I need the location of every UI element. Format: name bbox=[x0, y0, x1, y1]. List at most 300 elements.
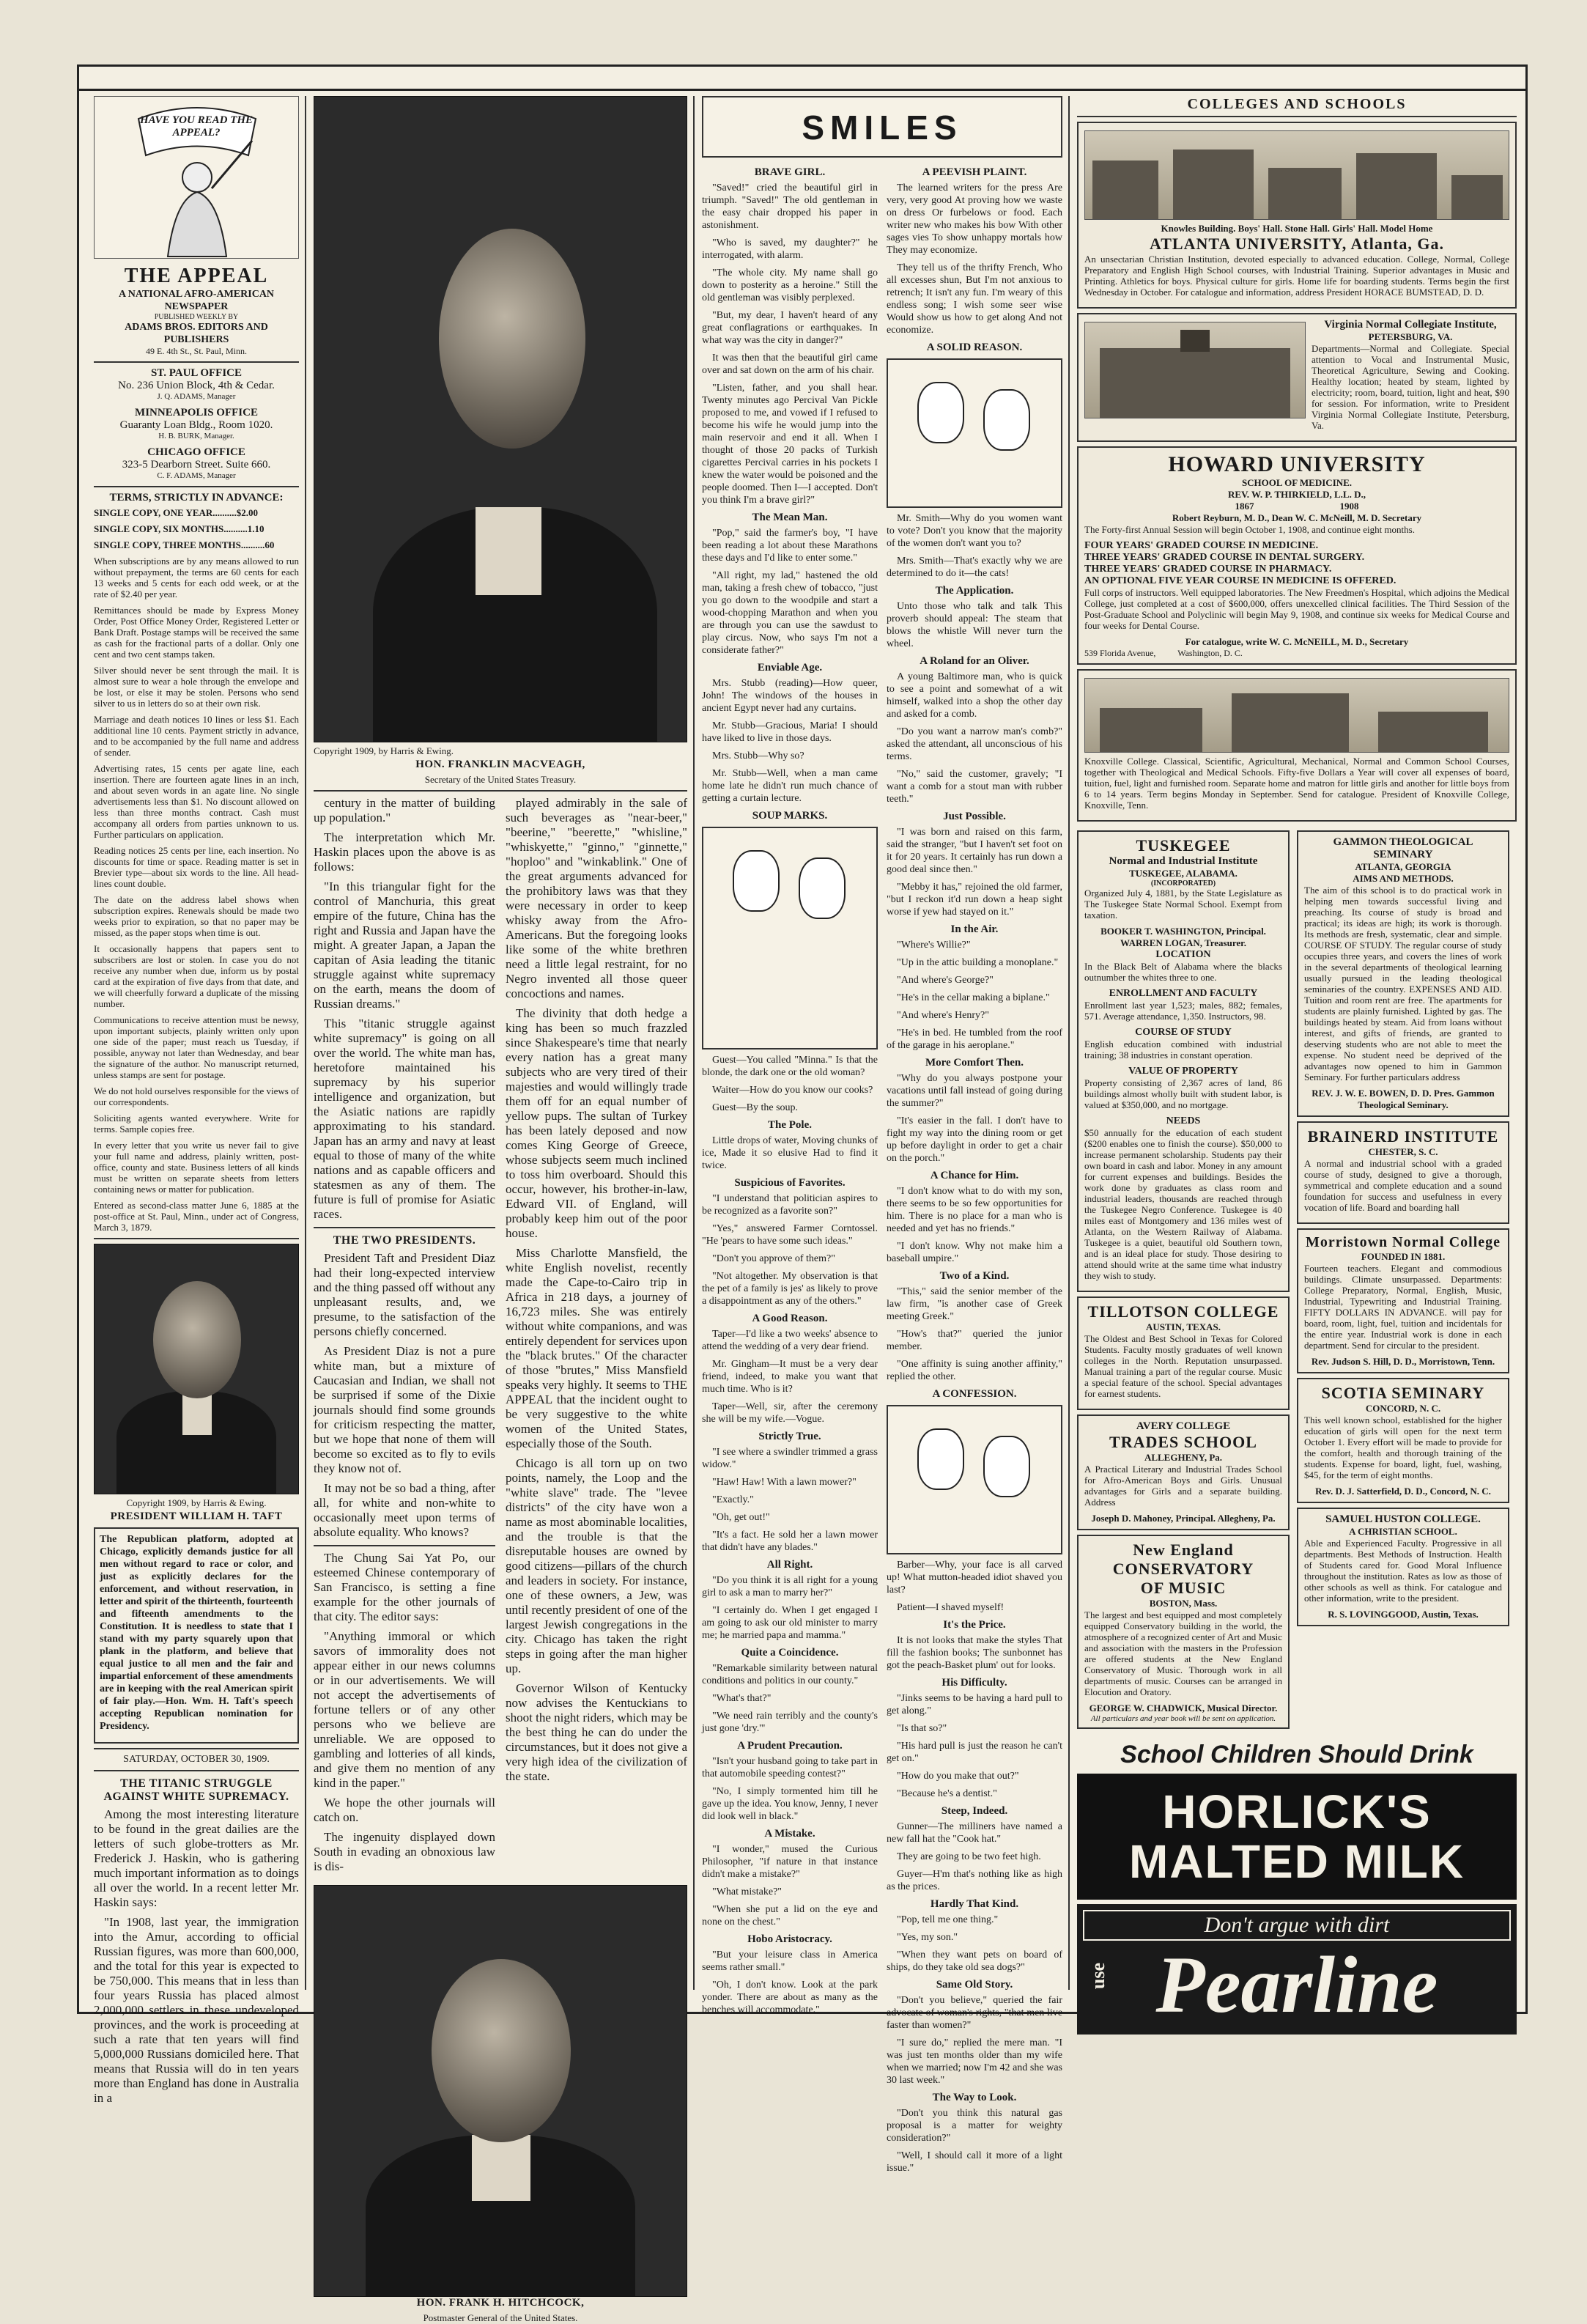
smile-heading: The Mean Man. bbox=[752, 512, 828, 523]
editorial-paragraph: We hope the other journals will catch on. bbox=[314, 1796, 495, 1824]
smile-text: "Well, I should call it more of a light issue." bbox=[887, 2150, 1062, 2174]
ad-course: AN OPTIONAL FIVE YEAR COURSE IN MEDICINE IS OFFERED. bbox=[1084, 575, 1397, 586]
macveagh-portrait bbox=[314, 96, 687, 742]
ad-text: The largest and best equipped and most completely equipped Conservatory building in the world, the atmosphere of a recognized center of Art and Music and association with the masters in the Profession are offered students at the New England Conservatory of Music. Thorough work in all departments of music. Courses can be arranged in Elocution and Oratory. bbox=[1084, 1609, 1283, 1697]
ad-place: BOSTON, Mass. bbox=[1149, 1598, 1218, 1609]
smile-heading: Enviable Age. bbox=[757, 662, 823, 674]
terms-paragraph: Silver should never be sent through the mail. It is almost sure to wear a hole through the envelope and be lost, or else it may be stolen. Persons who send silver to us in letters do so at their own risk. bbox=[94, 665, 299, 709]
divider bbox=[314, 1545, 495, 1546]
smile-heading: The Pole. bbox=[768, 1119, 812, 1131]
tuskegee-section-heading: COURSE OF STUDY bbox=[1135, 1027, 1232, 1038]
tuskegee-section-heading: ENROLLMENT AND FACULTY bbox=[1109, 988, 1258, 999]
smile-text: "When they want pets on board of ships, do they take old sea dogs?" bbox=[887, 1949, 1062, 1973]
ad-text: An unsectarian Christian Institution, devoted especially to advanced education. College, Normal, College Preparatory and English High School courses, with Industrial Training. Superior advantages in Music and Printing. Athletics for boys. Physical culture for girls. Home life for boarding students. Terms begin the first Wednesday in October. For catalogue and information, address President HORACE BUMSTEAD, D. D. bbox=[1084, 254, 1509, 298]
smile-heading: A SOLID REASON. bbox=[926, 342, 1023, 353]
ad-years: 1867 1908 bbox=[1235, 501, 1359, 512]
smile-heading: A Chance for Him. bbox=[930, 1170, 1019, 1181]
ad-text: A Practical Literary and Industrial Trades School for Afro-American Boys and Girls. Unusual advantages for Girls and a separate building. Address bbox=[1084, 1464, 1282, 1508]
ad-howard-university bbox=[1077, 446, 1517, 665]
ad-text: A normal and industrial school with a graded course of study, designed to give a thorough, symmetrical and complete education and a sound foundation for success and usefulness in every vocation of life. Board and boarding hall bbox=[1304, 1158, 1502, 1213]
smile-text: "Saved!" cried the beautiful girl in triumph. "Saved!" The old gentleman in the easy chair dropped his paper in astonishment. bbox=[702, 182, 878, 231]
tuskegee-section-text: In the Black Belt of Alabama where the blacks outnumber the whites three to one. bbox=[1084, 961, 1282, 983]
ad-title: SCOTIA SEMINARY bbox=[1321, 1384, 1485, 1402]
offices bbox=[94, 367, 299, 480]
smile-text: "Where's Willie?" bbox=[897, 940, 971, 951]
ad-footer: All particulars and year book will be sent on application. bbox=[1090, 1714, 1276, 1723]
editorial-paragraph: Miss Charlotte Mansfield, the white English novelist, recently made the Cape-to-Cairo trip in Africa in 218 days, a journey of 16,723 miles. She was entirely without white companions, and was entirely dependent for services upon the "black brutes." Of the character of those "brutes," Miss Mansfield speaks very highly. It seems to THE APPEAL that the incident ought to be very suggestive to the white women of the United States, especially those of the South. bbox=[506, 1246, 687, 1450]
smile-text: "But, my dear, I haven't heard of any great conflagrations or earthquakes. In what way was the city in danger?" bbox=[702, 310, 878, 346]
office-block bbox=[94, 367, 299, 401]
tuskegee-sections bbox=[1084, 949, 1282, 1281]
taft-portrait bbox=[94, 1244, 299, 1494]
newspaper-page bbox=[77, 64, 1528, 2323]
office-manager: J. Q. ADAMS, Manager bbox=[157, 392, 236, 401]
ad-horlicks bbox=[1077, 1774, 1517, 1900]
ad-brainerd-institute bbox=[1297, 1121, 1509, 1224]
smile-text: "Exactly." bbox=[712, 1494, 754, 1505]
article-heading: THE TWO PRESIDENTS. bbox=[333, 1234, 476, 1247]
smile-text: Guest—By the soup. bbox=[712, 1102, 799, 1113]
tuskegee-section-text: $50 annually for the education of each student ($200 enables one to finish the course). $50,000 to increase permanent scholarship. Students pay their own board in cash and labor. Money in any amount for current expenses and buildings. Besides the work done by graduates as class room and industrial leaders, thousands are reached through the Tuskegee Negro Conference. Tuskegee is 40 miles east of Montgomery and 136 miles west of Atlanta, on the Western Railway of Alabama. Tuskegee is a quiet, beautiful old Southern town, and is an ideal place for study. Those desiring to attend should write at the same time what industry they wish to study. bbox=[1084, 1127, 1282, 1281]
building-illustration bbox=[1084, 322, 1306, 418]
smile-text: "Is that so?" bbox=[897, 1723, 947, 1734]
horlicks-tagline: School Children Should Drink bbox=[1120, 1741, 1473, 1768]
smile-text: "When she put a lid on the eye and none on the chest." bbox=[702, 1904, 878, 1928]
ad-place: PETERSBURG, VA. bbox=[1368, 331, 1453, 342]
ad-title: Morristown Normal College bbox=[1305, 1234, 1501, 1250]
ad-place: ALLEGHENY, Pa. bbox=[1144, 1452, 1223, 1463]
smile-text: "He's in the cellar making a biplane." bbox=[897, 992, 1050, 1003]
smile-text: "I certainly do. When I get engaged I am going to ask our old minister to marry me; he married papa and mamma." bbox=[702, 1605, 878, 1641]
smile-text: "Haw! Haw! With a lawn mower?" bbox=[712, 1477, 857, 1488]
platform-quote bbox=[94, 1527, 299, 1744]
editorial-left-text bbox=[314, 796, 495, 1222]
smile-text: Guyer—H'm that's nothing like as high as the prices. bbox=[887, 1869, 1062, 1892]
ad-title: ATLANTA UNIVERSITY, Atlanta, Ga. bbox=[1149, 235, 1444, 253]
smile-text: It was then that the beautiful girl came over and sat down on the arm of his chair. bbox=[702, 353, 878, 376]
terms-paragraph: Soliciting agents wanted everywhere. Write for terms. Sample copies free. bbox=[94, 1113, 299, 1135]
campus-illustration bbox=[1084, 130, 1509, 220]
top-rule bbox=[79, 89, 1525, 91]
terms-paragraph: Remittances should be made by Express Money Order, Post Office Money Order, Registered Letter or Bank Draft. Postage stamps will be received the same as cash for the fractional parts of a dollar. Only one cent and two cent stamps taken. bbox=[94, 605, 299, 660]
smiles-left bbox=[702, 162, 878, 2180]
smile-heading: SOUP MARKS. bbox=[752, 810, 828, 822]
ad-sign: REV. J. W. E. BOWEN, D. D. Pres. Gammon Theological Seminary. bbox=[1312, 1088, 1495, 1110]
pearline-brand: Pearline bbox=[1155, 1940, 1438, 2029]
smile-text: "I sure do," replied the mere man. "I was just ten months older than my wife when we married; now I'm 42 and she was 30 last week." bbox=[887, 2037, 1062, 2086]
smile-text: "Listen, father, and you shall hear. Twenty minutes ago Percival Van Pickle proposed to me, and vowed if I refused to become his wife he would jump into the main reservoir and end it all. When I thought of those 20 packs of Turkish cigarettes Percival carries in his pockets I knew the water would be poisoned and the people doomed. Then I—I accepted. Don't you think I'm a brave girl?" bbox=[702, 383, 878, 506]
terms-line: SINGLE COPY, SIX MONTHS..........1.10 bbox=[94, 523, 264, 534]
smile-text: Mrs. Smith—That's exactly why we are determined to do it—the cats! bbox=[887, 556, 1062, 579]
office-manager: C. F. ADAMS, Manager bbox=[157, 471, 236, 480]
smile-text: "What mistake?" bbox=[712, 1886, 783, 1897]
ad-title: TILLOTSON COLLEGE bbox=[1087, 1302, 1279, 1321]
smile-text: They are going to be two feet high. bbox=[897, 1851, 1041, 1862]
smile-text: "Isn't your husband going to take part in that automobile speeding contest?" bbox=[702, 1756, 878, 1779]
smile-heading: A PEEVISH PLAINT. bbox=[922, 166, 1027, 178]
ad-sub: SCHOOL OF MEDICINE. bbox=[1241, 477, 1353, 488]
hitchcock-portrait bbox=[314, 1885, 687, 2297]
ad-course: THREE YEARS' GRADED COURSE IN DENTAL SURGERY. bbox=[1084, 552, 1365, 563]
ad-title: CONSERVATORY bbox=[1112, 1560, 1254, 1578]
smile-text: "Yes," answered Farmer Corntossel. "He 'pears to have some such ideas." bbox=[702, 1223, 878, 1247]
smile-text: "Yes, my son." bbox=[897, 1932, 958, 1943]
photo-caption: HON. FRANK H. HITCHCOCK, bbox=[416, 2297, 585, 2309]
terms-body bbox=[94, 556, 299, 1233]
office-address: 323-5 Dearborn Street. Suite 660. bbox=[122, 459, 271, 471]
divider bbox=[94, 486, 299, 487]
smiles-right bbox=[887, 162, 1062, 2180]
smile-text: "I understand that politician aspires to be recognized as a favorite son?" bbox=[702, 1193, 878, 1217]
editorial-paragraph: Chicago is all torn up on two points, namely, the Loop and the "white slave" trade. The "levee districts" of the city have won a name as most abominable localities, and the trouble is that the disreputable houses are owned by good citizens—pillars of the church and leaders in society. For instance, one of these owners, a Jew, was until recently president of one of the largest Jewish congregations in the city. Chicago has taken the right steps in going after the man higher up. bbox=[506, 1456, 687, 1675]
ad-address: 539 Florida Avenue, Washington, D. C. bbox=[1084, 648, 1243, 658]
ad-morristown-college bbox=[1297, 1228, 1509, 1373]
two-presidents-text bbox=[314, 1251, 495, 1540]
ad-place: CONCORD, N. C. bbox=[1365, 1403, 1441, 1414]
terms-line: SINGLE COPY, ONE YEAR..........$2.00 bbox=[94, 507, 259, 518]
ad-footer: For catalogue, write W. C. McNEILL, M. D., Secretary bbox=[1185, 636, 1409, 647]
ad-tillotson bbox=[1077, 1296, 1290, 1410]
logo-text: HAVE YOU READ THE APPEAL? bbox=[139, 114, 254, 139]
smile-text: "No, I simply tormented him till he gave up the idea. You know, Jenny, I never did look well in black." bbox=[702, 1786, 878, 1822]
tuskegee-section-text: Property consisting of 2,367 acres of land, 86 buildings almost wholly built with student labor, is valued at $350,000, and no mortgage. bbox=[1084, 1077, 1282, 1110]
cartoon-illustration bbox=[887, 358, 1062, 508]
terms-heading: TERMS, STRICTLY IN ADVANCE: bbox=[109, 492, 284, 503]
smile-text: Mr. Gingham—It must be a very dear friend, indeed, to make you want that much time. Who is it? bbox=[702, 1359, 878, 1395]
ad-place: TUSKEGEE, ALABAMA. bbox=[1129, 868, 1238, 879]
smile-text: "It's a fact. He sold her a lawn mower that didn't have any blades." bbox=[702, 1530, 878, 1553]
photo-credit: Copyright 1909, by Harris & Ewing. bbox=[126, 1497, 267, 1508]
smile-text: "Don't you approve of them?" bbox=[712, 1253, 835, 1264]
smile-text: The learned writers for the press Are very, very good At proving how we waste on dress Or furbelows or food. Each writer new who makes his bow With other sages vies To show unhappy mortals how They may economize. bbox=[887, 182, 1062, 256]
smile-text: "I see where a swindler trimmed a grass widow." bbox=[702, 1447, 878, 1470]
ad-sub: A CHRISTIAN SCHOOL. bbox=[1349, 1526, 1457, 1537]
colleges-banner: COLLEGES AND SCHOOLS bbox=[1077, 96, 1517, 117]
smile-text: Mrs. Stubb—Why so? bbox=[712, 750, 804, 761]
column-4 bbox=[1077, 96, 1517, 2029]
smile-text: "How's that?" queried the junior member. bbox=[887, 1329, 1062, 1352]
office-block bbox=[94, 407, 299, 440]
divider bbox=[314, 790, 687, 792]
tuskegee-section-text: English education combined with industrial training; 38 industries in constant operation. bbox=[1084, 1039, 1282, 1060]
issue-date: SATURDAY, OCTOBER 30, 1909. bbox=[123, 1754, 270, 1765]
publisher-address: 49 E. 4th St., St. Paul, Minn. bbox=[145, 346, 248, 356]
ad-title: AVERY COLLEGE bbox=[1136, 1420, 1231, 1432]
smiles-columns bbox=[702, 162, 1062, 2180]
ad-course: THREE YEARS' GRADED COURSE IN PHARMACY. bbox=[1084, 564, 1332, 575]
ad-title: OF MUSIC bbox=[1140, 1579, 1227, 1597]
editorial-paragraph: The divinity that doth hedge a king has been so much frazzled since Shakespeare's time that nearly every nation has a great many subjects who are very tired of their majesties and would willingly trade them off for an equal number of yellow pups. The sultan of Turkey has been lately deposed and now comes King George of Greece, whose subjects seem much inclined to toss him overboard. Should this occur, however, his brother-in-law, Edward VII. of England, will probably keep him out of the poor house. bbox=[506, 1006, 687, 1240]
smile-text: Gunner—The milliners have named a new fall hat the "Cook hat." bbox=[887, 1821, 1062, 1845]
smile-heading: Just Possible. bbox=[943, 811, 1006, 822]
masthead bbox=[94, 265, 299, 357]
ad-text: Departments—Normal and Collegiate. Special attention to Vocal and Instrumental Music, Theoretical Agriculture, Sewing and Cooking. Healthy location; heated by steam, lighted by electricity; room, board, tuition, light and heat, $90 for session. For information, write to President Virginia Normal Collegiate Institute, Petersburg, Va. bbox=[1312, 343, 1509, 431]
ad-text: The aim of this school is to do practical work in helping men towards successful living and preaching. Its course of study is broad and practical; its ideas are high; its work is thorough. Its methods are fresh, systematic, clear and simple. COURSE OF STUDY. The regular course of study occupies three years, and covers the lines of work in the several departments of theological learning usually pursued in the leading theological seminaries of the country. EXPENSES AND AID. Tuition and room rent are free. The apartments for students are plainly furnished. Lighted by gas. The buildings heated by steam. Aid from loans without interest, and gifts of friends, are granted to deserving students who are not able to meet the expense. No student need be deprived of the advantages now opened to him in Gammon Seminary. For further particulars address bbox=[1304, 885, 1502, 1082]
smile-text: They tell us of the thrifty French, Who all excesses shun, But I'm not anxious to retrench; It isn't any fun. I'm weary of this endless song; I wish some seer wise Would show us how to get along And not economize. bbox=[887, 262, 1062, 336]
editorial-paragraph: Governor Wilson of Kentucky now advises the Kentuckians to shoot the night riders, which may be the best thing he can do under the circumstances, but it does not give a very high idea of the civilization of the state. bbox=[506, 1681, 687, 1783]
smile-heading: It's the Price. bbox=[943, 1619, 1006, 1631]
terms-line: SINGLE COPY, THREE MONTHS..........60 bbox=[94, 539, 275, 550]
terms-paragraph: Entered as second-class matter June 6, 1885 at the post-office at St. Paul, Minn., under act of Congress, March 3, 1879. bbox=[94, 1200, 299, 1233]
terms-paragraph: Advertising rates, 15 cents per agate line, each insertion. There are fourteen agate lines in an inch, and about seven words in an agate line. No single advertisements less than $1. No discount allowed on less than three months contract. Cash must accompany all orders from parties unknown to us. Further particulars on application. bbox=[94, 763, 299, 840]
smile-text: Waiter—How do you know our cooks? bbox=[712, 1085, 873, 1096]
article-paragraph: "In 1908, last year, the immigration into the Amur, according to official Russian figures, was more than 600,000, and the total for this year is expected to be 750,000. This means that in less than four years Russia has placed almost 2,000,000 settlers in these undeveloped provinces, and the work is proceeding at such a rate that ten years will find 5,000,000 Russians domiciled here. That means that Russia will do in ten years more than England has done in Australia in a bbox=[94, 1915, 299, 2105]
ad-sub: TRADES SCHOOL bbox=[1109, 1433, 1257, 1451]
editorial-paragraph: The Chung Sai Yat Po, our esteemed Chinese contemporary of San Francisco, is setting a fine example for the other journals of that city. The editor says: bbox=[314, 1551, 495, 1623]
ad-pearline bbox=[1077, 1904, 1517, 2035]
editorial-paragraph: It may not be so bad a thing, after all, for white and non-white to occasionally meet upon terms of absolute equality. Who knows? bbox=[314, 1481, 495, 1539]
smile-heading: His Difficulty. bbox=[942, 1677, 1007, 1689]
chung-sai-text bbox=[314, 1551, 495, 1874]
ad-title: BRAINERD INSTITUTE bbox=[1307, 1127, 1499, 1146]
smile-heading: Suspicious of Favorites. bbox=[734, 1177, 846, 1189]
smile-text: Mr. Stubb—Well, when a man came home late he didn't run much chance of getting a curtain lecture. bbox=[702, 768, 878, 804]
editorials bbox=[314, 796, 687, 1879]
smile-text: Taper—Well, sir, after the ceremony she will be my wife.—Vogue. bbox=[702, 1401, 878, 1425]
smile-heading: A Good Reason. bbox=[752, 1313, 828, 1324]
smile-heading: BRAVE GIRL. bbox=[754, 166, 826, 178]
paper-title: THE APPEAL bbox=[124, 265, 269, 287]
column-rule bbox=[693, 96, 695, 1990]
smile-text: "Because he's a dentist." bbox=[897, 1788, 997, 1799]
editorial-paragraph: As President Diaz is not a pure white man, but a mixture of Caucasian and Indian, we shall not be surprised if some of the Dixie journals should find some grounds for criticism respecting the matter, but we hope that none of them will become so excited as to fly to evils they know not of. bbox=[314, 1344, 495, 1475]
horlicks-product: MALTED MILK bbox=[1128, 1835, 1465, 1888]
column-3 bbox=[702, 96, 1062, 2174]
paper-subtitle: A NATIONAL AFRO-AMERICAN NEWSPAPER bbox=[118, 289, 275, 312]
pearline-tagline: Don't argue with dirt bbox=[1083, 1910, 1511, 1941]
smile-text: "Why do you always postpone your vacations until fall instead of going during the summer?" bbox=[887, 1073, 1062, 1109]
ad-text: Knoxville College. Classical, Scientific, Agricultural, Mechanical, Normal and Common School Courses, together with Theological and Medical Schools. Fifty-five Dollars a Year will cover all expenses of board, tuition, fuel, light and furnished room. Separate home and matron for little girls and another for little boys from 6 to 14 years. Term begins Monday in September. Send for catalogue. President of Knoxville College, Knoxville, Tenn. bbox=[1084, 756, 1509, 811]
smile-text: "Mebby it has," rejoined the old farmer, "but I reckon it'd run down a heap sight worse if yew had stayed on it." bbox=[887, 882, 1062, 918]
ad-course: FOUR YEARS' GRADED COURSE IN MEDICINE. bbox=[1084, 540, 1319, 551]
smile-text: "One affinity is suing another affinity," replied the other. bbox=[887, 1359, 1062, 1382]
smile-text: "Jinks seems to be having a hard pull to get along." bbox=[887, 1693, 1062, 1716]
ad-title: TUSKEGEE bbox=[1136, 836, 1231, 855]
ad-sign: GEORGE W. CHADWICK, Musical Director. bbox=[1089, 1703, 1278, 1714]
smile-heading: A Mistake. bbox=[764, 1828, 815, 1840]
ad-sign: Rev. D. J. Satterfield, D. D., Concord, N. C. bbox=[1315, 1486, 1491, 1497]
smiles-banner bbox=[702, 96, 1062, 158]
smile-text: "We need rain terribly and the county's just gone 'dry.'" bbox=[702, 1711, 878, 1734]
office-name: MINNEAPOLIS OFFICE bbox=[135, 407, 258, 418]
smile-text: "Up in the attic building a monoplane." bbox=[897, 957, 1059, 968]
smile-text: "He's in bed. He tumbled from the roof of the garage in his aeroplane." bbox=[887, 1028, 1062, 1051]
smile-text: "Do you want a narrow man's comb?" asked the attendant, all unconscious of his terms. bbox=[887, 726, 1062, 762]
ad-sign: Rev. Judson S. Hill, D. D., Morristown, Tenn. bbox=[1311, 1356, 1495, 1367]
ad-text: Full corps of instructors. Well equipped laboratories. The New Freedmen's Hospital, which adjoins the Medical College, just completed at a cost of $600,000, offers unexcelled clinical facilities. The Third Session of the Post-Graduate School and Polyclinic will begin May 9, 1908, and continue six weeks for Medical Course and four weeks for Dental Course. bbox=[1084, 587, 1509, 631]
smile-heading: The Way to Look. bbox=[932, 2092, 1017, 2103]
campus-labels: Knowles Building. Boys' Hall. Stone Hall. Girls' Hall. Model Home bbox=[1161, 223, 1433, 234]
terms-paragraph: Communications to receive attention must be newsy, upon important subjects, plainly written only upon one side of the paper; must reach us Tuesday, if possible, anyway not later than Wednesday, and bear the signature of the author. No manuscript returned, unless stamps are sent for postage. bbox=[94, 1014, 299, 1080]
ad-place: ATLANTA, GEORGIA bbox=[1355, 861, 1451, 872]
ad-text: The Oldest and Best School in Texas for Colored Students. Faculty mostly graduates of well known colleges in the North. Reputation unsurpassed. Manual training a part of the regular course. Music a special feature of the school. Special advantages for earnest students. bbox=[1084, 1333, 1282, 1399]
smile-text: "Don't you think this natural gas proposal is a matter for weighty consideration?" bbox=[887, 2108, 1062, 2144]
editorial-left bbox=[314, 796, 495, 1879]
office-address: Guaranty Loan Bldg., Room 1020. bbox=[119, 419, 273, 431]
divider bbox=[94, 361, 299, 363]
terms-paragraph: The date on the address label shows when subscription expires. Renewals should be made two weeks prior to expiration, so that no paper may be missed, as the paper stops when time is out. bbox=[94, 894, 299, 938]
terms-paragraph: We do not hold ourselves responsible for the views of our correspondents. bbox=[94, 1085, 299, 1107]
ad-text: Organized July 4, 1881, by the State Legislature as The Tuskegee State Normal School. Exempt from taxation. bbox=[1084, 888, 1282, 921]
ad-text: The Forty-first Annual Session will begin October 1, 1908, and continue eight months. bbox=[1084, 524, 1415, 535]
smile-heading: Same Old Story. bbox=[936, 1979, 1013, 1991]
editorial-paragraph: "Anything immoral or which savors of immorality does not appear either in our news columns or in our advertisements. We will not accept the advertisements of fortune tellers or of any other persons who we believe are unreliable. We are opposed to gambling and lotteries of all kinds, and give them no mention of any kind in the paper." bbox=[314, 1629, 495, 1790]
ad-title: SAMUEL HUSTON COLLEGE. bbox=[1325, 1513, 1481, 1525]
ad-text: Able and Experienced Faculty. Progressive in all departments. Best Methods of Instruction. Health of Students cared for. Good Moral Influence throughout the institution. Rates as low as those of other schools as well as think. For catalogue and other information, write to the president. bbox=[1304, 1538, 1502, 1604]
smile-heading: The Application. bbox=[935, 585, 1014, 597]
smile-text: "How do you make that out?" bbox=[897, 1771, 1019, 1782]
terms bbox=[94, 492, 299, 1233]
ad-sign: Joseph D. Mahoney, Principal. Allegheny, Pa. bbox=[1091, 1513, 1276, 1524]
divider bbox=[94, 1238, 299, 1239]
tuskegee-section-heading: VALUE OF PROPERTY bbox=[1128, 1066, 1238, 1077]
smile-text: "Who is saved, my daughter?" he interrogated, with alarm. bbox=[702, 237, 878, 261]
smile-text: "Not altogether. My observation is that the pet of a family is jes' as likely to prove a disappointment as any of the others." bbox=[702, 1271, 878, 1307]
ad-sub: Normal and Industrial Institute bbox=[1109, 855, 1258, 867]
smile-text: "And where's Henry?" bbox=[897, 1010, 989, 1021]
ad-sub: REV. W. P. THIRKIELD, L.L. D., bbox=[1228, 489, 1366, 500]
photo-credit: Copyright 1909, by Harris & Ewing. bbox=[314, 745, 454, 756]
smile-text: "I don't know. Why not make him a baseball umpire." bbox=[887, 1241, 1062, 1264]
smile-text: Mr. Smith—Why do you women want to vote? Don't you know that the majority of the women don't want you to? bbox=[887, 513, 1062, 549]
smile-text: "Oh, I don't know. Look at the park yonder. There are about as many as the benches will accommodate." bbox=[702, 1980, 878, 2015]
office-manager: H. B. BURK, Manager. bbox=[158, 432, 234, 440]
smile-text: "All right, my lad," hastened the old man, taking a fresh chew of tobacco, "just you go down to the woodpile and start a wood-chopping Marathon and when you are through you can use the sawdust to play circus. Now, who says I'm not a considerate father?" bbox=[702, 570, 878, 656]
smile-text: Unto those who talk and talk This proverb should appeal: The steam that blows the whistle Will never turn the wheel. bbox=[887, 601, 1062, 649]
smile-text: Little drops of water, Moving chunks of ice, Made it so elusive Had to find it twice. bbox=[702, 1135, 878, 1171]
ad-samuel-huston bbox=[1297, 1508, 1509, 1626]
column-rule bbox=[1068, 96, 1070, 1990]
ad-new-england-conservatory bbox=[1077, 1535, 1290, 1729]
tuskegee-section-heading: NEEDS bbox=[1166, 1115, 1201, 1126]
ad-sub: FOUNDED IN 1881. bbox=[1361, 1251, 1446, 1262]
terms-paragraph: Reading notices 25 cents per line, each insertion. No discounts for time or space. Reading matter is set in Brevier type—about six words to the line. All head-lines count double. bbox=[94, 845, 299, 889]
office-name: ST. PAUL OFFICE bbox=[150, 367, 243, 379]
smile-text: "And where's George?" bbox=[897, 975, 994, 986]
editorial-paragraph: President Taft and President Diaz had their long-expected interview and the thing passed off without any unpleasant results, and, we presume, to the satisfaction of the persons chiefly concerned. bbox=[314, 1251, 495, 1338]
smile-heading: A Roland for an Oliver. bbox=[920, 655, 1029, 667]
divider bbox=[94, 1748, 299, 1749]
terms-paragraph: It occasionally happens that papers sent to subscribers are lost or stolen. In case you do not receive any number when due, inform us by postal card at the expiration of five days from that date, and we will cheerfully forward a duplicate of the missing number. bbox=[94, 943, 299, 1009]
smile-heading: More Comfort Then. bbox=[925, 1057, 1024, 1069]
tuskegee-section-text: Enrollment last year 1,523; males, 882; females, 571. Average attendance, 1,350. Instructors, 98. bbox=[1084, 1000, 1282, 1022]
editorial-paragraph: The ingenuity displayed down South in evading an obnoxious law is dis- bbox=[314, 1830, 495, 1873]
article-paragraph: Among the most interesting literature to be found in the great dailies are the letters of such globe-trotters as Mr. Frederick J. Haskin, who is gathering much important information as to doings all over the world. In a recent letter Mr. Haskin says: bbox=[94, 1807, 299, 1909]
editorial-paragraph: "In this triangular fight for the control of Manchuria, this great empire of the future, China has the right and Russia and Japan have the might. A greater Japan, a Japan the capitan of Asia leading the titanic struggle against white supremacy on the earth, means the doom of Russian dreams." bbox=[314, 879, 495, 1011]
smile-text: Mr. Stubb—Gracious, Maria! I should have liked to live in those days. bbox=[702, 720, 878, 744]
smile-text: "I don't know what to do with my son, there seems to be so few opportunities for him. There is no place for a man who is needed and yet has no friends." bbox=[887, 1186, 1062, 1234]
smile-text: "Remarkable similarity between natural conditions and politics in our county." bbox=[702, 1663, 878, 1686]
ad-tuskegee bbox=[1077, 830, 1290, 1292]
published-by: PUBLISHED WEEKLY BY bbox=[154, 313, 239, 321]
divider bbox=[94, 1770, 299, 1771]
editorial-paragraph: This "titanic struggle against white supremacy" is going on all over the world. The white man has, heretofore maintained his supremacy by his superior intelligence and organization, but the Asiatic nations are rapidly approximating to his standard. Japan has an army and navy at least equal to those of many of the white nations and as capable officers and statesmen as any of them. The future is full of promise for Asiatic races. bbox=[314, 1017, 495, 1221]
ad-text: This well known school, established for the higher education of girls will open for the next term October 1. Every effort will be made to provide for the comfort, health and thorough training of the students. Expense for board, light, fuel, washing, $45, for the term of eight months. bbox=[1304, 1414, 1502, 1480]
smile-text: Guest—You called "Minna." Is that the blonde, the dark one or the old woman? bbox=[702, 1055, 878, 1078]
smile-heading: Hardly That Kind. bbox=[930, 1898, 1019, 1910]
ad-place: CHESTER, S. C. bbox=[1368, 1146, 1438, 1157]
smiles-title: SMILES bbox=[802, 108, 963, 147]
smile-text: "Pop," said the farmer's boy, "I have been reading a lot about these Marathons these days and I'd like to enter some." bbox=[702, 528, 878, 564]
ad-sign: R. S. LOVINGGOOD, Austin, Texas. bbox=[1328, 1609, 1479, 1620]
smile-text: "What's that?" bbox=[712, 1693, 772, 1704]
ad-grid bbox=[1077, 826, 1517, 1733]
editorial-paragraph: century in the matter of building up population." bbox=[314, 796, 495, 825]
terms-paragraph: In every letter that you write us never fail to give your full name and address, plainly written, post-office, county and state. Business letters of all kinds must be written on separate sheets from letters containing news or matter for publication. bbox=[94, 1140, 299, 1195]
ad-officers: BOOKER T. WASHINGTON, Principal. WARREN LOGAN, Treasurer. bbox=[1100, 926, 1266, 948]
smile-text: "I was born and raised on this farm, said the stranger, "but I haven't set foot on it for 20 years. It certainly has run down a good deal since then." bbox=[887, 827, 1062, 875]
ad-title: New England bbox=[1133, 1541, 1234, 1559]
ad-officers: Robert Reyburn, M. D., Dean W. C. McNeill, M. D. Secretary bbox=[1172, 512, 1422, 523]
ad-virginia-normal bbox=[1077, 313, 1517, 442]
smile-heading: A CONFESSION. bbox=[932, 1388, 1017, 1400]
terms-paragraph: When subscriptions are by any means allowed to run without prepayment, the terms are 60 cents for each 13 weeks and 5 cents for each odd week, or at the rate of $2.40 per year. bbox=[94, 556, 299, 600]
article-heading: THE TITANIC STRUGGLE AGAINST WHITE SUPREMACY. bbox=[103, 1777, 289, 1803]
appeal-logo bbox=[94, 96, 299, 259]
column-1 bbox=[94, 96, 299, 2105]
smile-text: Mrs. Stubb (reading)—How queer, John! The windows of the houses in ancient Egypt never had any curtains. bbox=[702, 678, 878, 714]
smile-text: "The whole city. My name shall go down to posterity as a heroine." Still the old gentleman was visibly perplexed. bbox=[702, 268, 878, 303]
smile-text: "It's easier in the fall. I don't have to fight my way into the dining room or get up before daylight in order to get a chair on the porch." bbox=[887, 1115, 1062, 1164]
ad-place: AUSTIN, TEXAS. bbox=[1146, 1321, 1221, 1332]
horlicks-brand: HORLICK'S bbox=[1162, 1785, 1432, 1838]
smile-text: "I wonder," mused the Curious Philosopher, "if nature in that instance didn't make a mistake?" bbox=[702, 1844, 878, 1880]
ad-text: Fourteen teachers. Elegant and commodious buildings. Climate unsurpassed. Departments: College Preparatory, Normal, English, Music, Industrial, Typewriting and Industrial Training. FIFTY DOLLARS IN ADVANCE. will pay for board, room, light, fuel, tuition and incidentals for the entire year. Industrial work is done in each department. Send for circular to the president. bbox=[1304, 1263, 1502, 1351]
ad-atlanta-university bbox=[1077, 122, 1517, 309]
office-address: No. 236 Union Block, 4th & Cedar. bbox=[118, 380, 275, 391]
smile-text: A young Baltimore man, who is quick to see a point and somewhat of a wit himself, walked into a shop the other day and asked for a comb. bbox=[887, 671, 1062, 720]
ad-knoxville-college bbox=[1077, 669, 1517, 822]
photo-caption: HON. FRANKLIN MACVEAGH, bbox=[415, 759, 585, 770]
smile-heading: Two of a Kind. bbox=[939, 1270, 1010, 1282]
smile-text: "Don't you believe," queried the fair advocate of woman's rights, "that men live faster than women?" bbox=[887, 1995, 1062, 2031]
ad-title: HOWARD UNIVERSITY bbox=[1168, 452, 1426, 476]
cartoon-illustration bbox=[702, 827, 878, 1050]
publishers: ADAMS BROS. EDITORS AND PUBLISHERS bbox=[125, 322, 268, 345]
ad-gammon-seminary bbox=[1297, 830, 1509, 1117]
column-rule bbox=[305, 96, 306, 1990]
photo-caption: PRESIDENT WILLIAM H. TAFT bbox=[110, 1510, 283, 1522]
divider bbox=[314, 1227, 495, 1228]
ad-avery-college bbox=[1077, 1414, 1290, 1530]
smile-heading: Quite a Coincidence. bbox=[741, 1647, 839, 1659]
photo-caption-title: Secretary of the United States Treasury. bbox=[424, 774, 577, 785]
platform-text: The Republican platform, adopted at Chicago, explicitly demands justice for all men without regard to race or color, and just as explicitly declares for the enforcement, and without reservation, in letter and spirit of the thirteenth, fourteenth and fifteenth amendments to the Constitution. It is needless to state that I stand with my party squarely upon that plank in the platform, and believe that equal justice to all men and the fair and impartial enforcement of these amendments are in keeping with the real American spirit of fair play.—Hon. Wm. H. Taft's speech accepting Republican nomination for Presidency. bbox=[100, 1534, 293, 1732]
ad-column-right bbox=[1297, 826, 1509, 1733]
smile-text: "Do you think it is all right for a young girl to ask a man to marry her?" bbox=[702, 1575, 878, 1598]
photo-caption-title: Postmaster General of the United States. bbox=[423, 2312, 578, 2323]
smile-heading: Hobo Aristocracy. bbox=[747, 1933, 832, 1945]
smile-heading: Steep, Indeed. bbox=[941, 1805, 1008, 1817]
ad-title: Virginia Normal Collegiate Institute, bbox=[1324, 319, 1497, 331]
pearline-use: use bbox=[1087, 1963, 1109, 1990]
ad-column-left bbox=[1077, 826, 1290, 1733]
smile-text: Taper—I'd like a two weeks' absence to attend the wedding of a very dear friend. bbox=[702, 1329, 878, 1352]
smile-heading: In the Air. bbox=[950, 923, 999, 935]
column-2 bbox=[314, 96, 687, 2323]
tuskegee-section-heading: LOCATION bbox=[1155, 949, 1211, 960]
smile-heading: A Prudent Precaution. bbox=[737, 1740, 843, 1752]
smile-text: It is not looks that make the styles That fill the fashion books; The sunbonnet has got the peach-Basket plum' out for looks. bbox=[887, 1635, 1062, 1671]
smile-text: Barber—Why, your face is all carved up! What mutton-headed idiot shaved you last? bbox=[887, 1560, 1062, 1596]
ad-sub: AIMS AND METHODS. bbox=[1353, 873, 1454, 884]
office-block bbox=[94, 446, 299, 480]
campus-illustration bbox=[1084, 678, 1509, 753]
ad-incorporated: (INCORPORATED) bbox=[1150, 879, 1216, 888]
terms-paragraph: Marriage and death notices 10 lines or less $1. Each additional line 10 cents. Payment strictly in advance, and to be accompanied by the full name and address of sender. bbox=[94, 714, 299, 758]
editorial-paragraph: played admirably in the sale of such beverages as "near-beer," "beerine," "beerette," "whisline," "whiskyette," "ginno," "ginnette," "hoploo" and "winkablink." One of the great arguments advanced for the prohibitory laws was that they were necessary in order to keep whisky away from the Afro-Americans. But the foregoing looks like some of the white brethren need a little legal restraint, for no Negro invented all those queer concoctions and names. bbox=[506, 796, 687, 1000]
smile-text: "But your leisure class in America seems rather small." bbox=[702, 1949, 878, 1973]
